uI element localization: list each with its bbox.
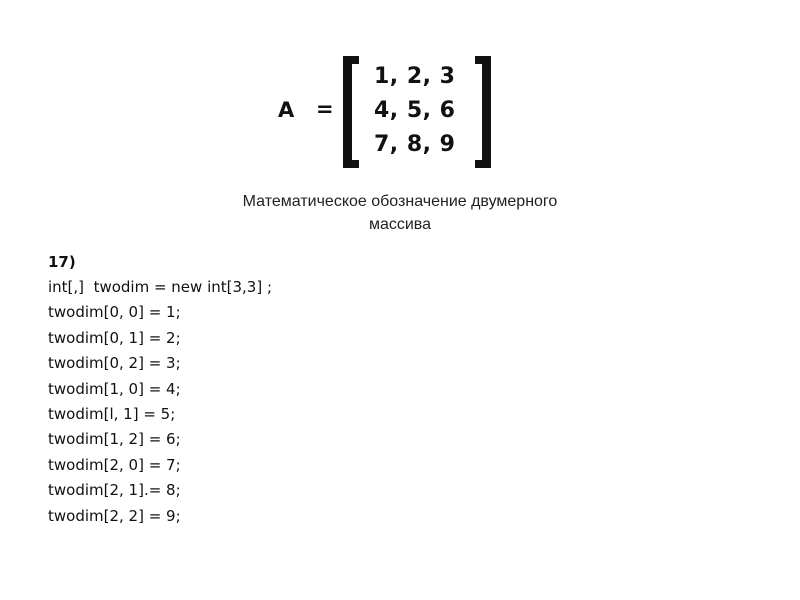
caption-line-1: Математическое обозначение двумерного [242,193,558,210]
matrix-body [374,60,470,162]
matrix-figure [270,50,510,175]
code-line-assign-1-1: twodim[l, 1] = 5; [48,404,176,423]
matrix-row-2: 4, 5, 6 [374,98,456,123]
code-line-assign-0-0: twodim[0, 0] = 1; [48,303,181,322]
matrix-row-1: 1, 2, 3 [374,64,456,89]
code-line-assign-2-1: twodim[2, 1].= 8; [48,481,181,500]
code-line-assign-2-2: twodim[2, 2] = 9; [48,506,181,525]
task-number: 17) [48,253,76,271]
left-bracket [343,56,359,168]
code-line-assign-0-1: twodim[0, 1] = 2; [48,328,181,347]
code-line-declaration: int[,] twodim = new int[3,3] ; [48,278,273,296]
caption-line-2: массива [368,216,432,233]
code-line-assign-1-2: twodim[1, 2] = 6; [48,430,181,449]
matrix-name: A [278,98,295,122]
code-listing [48,250,548,529]
right-bracket [475,56,491,168]
code-line-assign-0-2: twodim[0, 2] = 3; [48,354,181,373]
code-line-assign-2-0: twodim[2, 0] = 7; [48,455,181,474]
matrix-row-3: 7, 8, 9 [374,132,456,157]
code-line-assign-1-0: twodim[1, 0] = 4; [48,379,181,398]
figure-caption [190,190,610,236]
equals-sign: = [316,97,334,121]
